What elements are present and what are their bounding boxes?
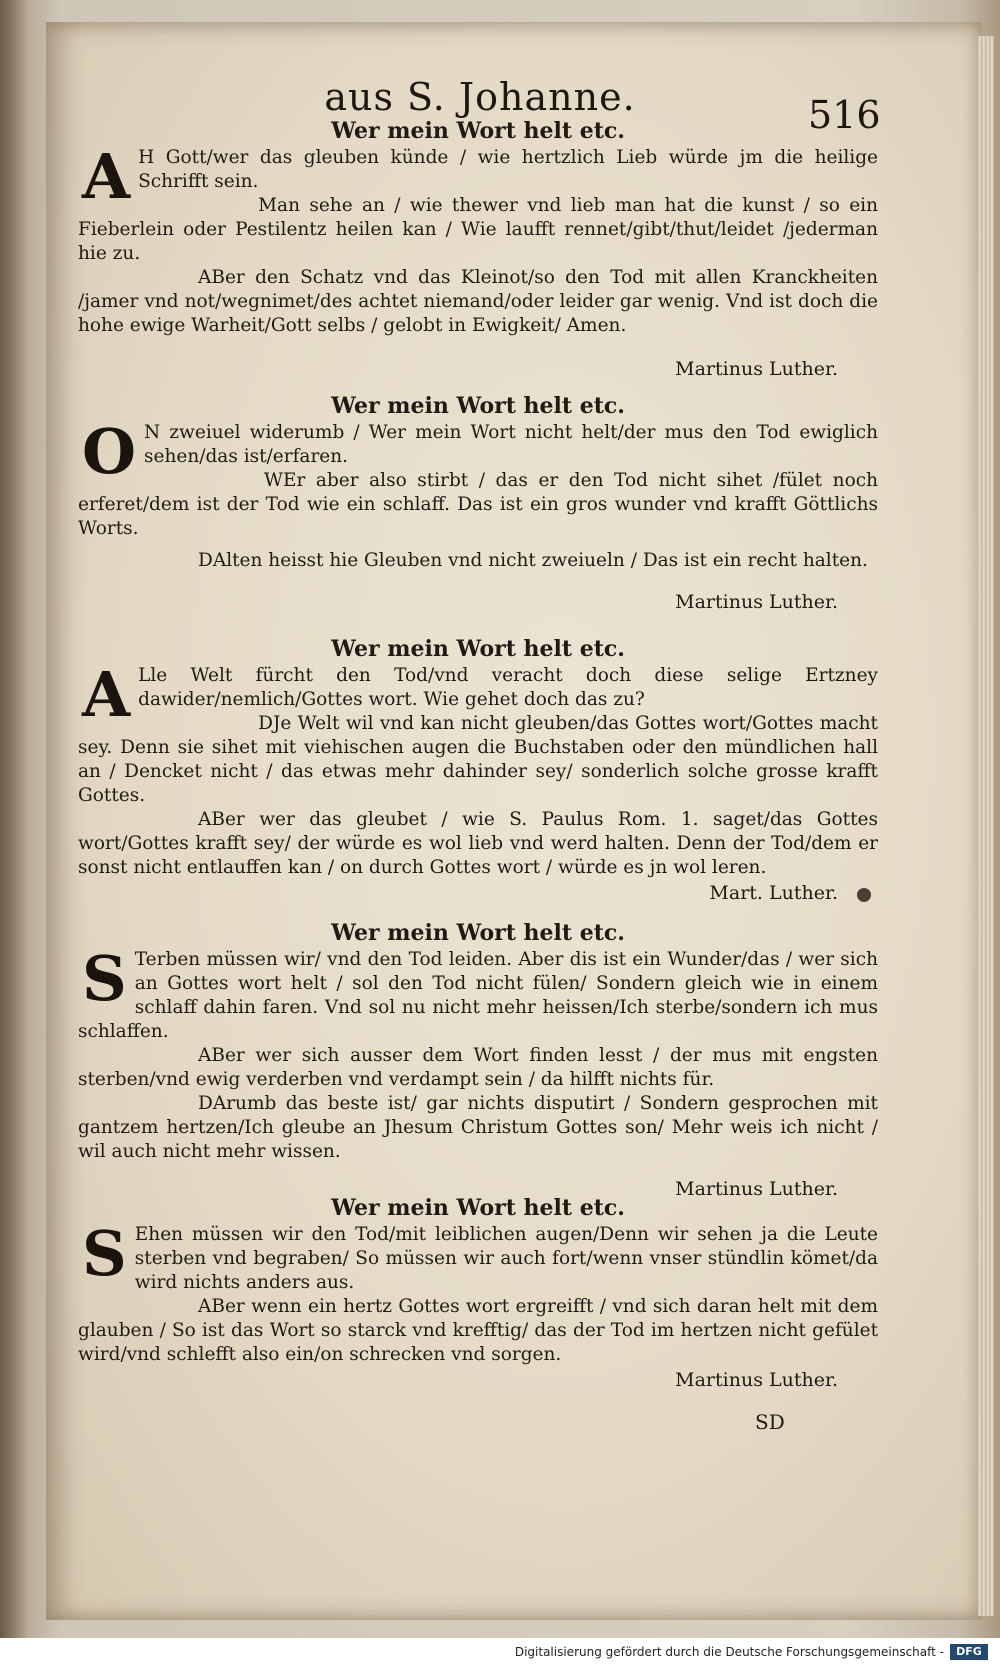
paragraph: DAlten heisst hie Gleuben vnd nicht zweiueln / Das ist ein recht halten. [198,550,868,571]
paragraph: Man sehe an / wie thewer vnd lieb man hat die kunst / so ein Fieberlein oder Pestilentz heilen kan / Wie laufft rennet/gibt/thut/leidet /jederman hie zu. [78,195,878,264]
drop-initial: S [82,942,127,1015]
section-4 [78,920,878,1200]
drop-initial: S [82,1217,127,1290]
ink-stain [857,888,871,902]
section-3 [78,636,878,904]
page-number: 516 [808,93,881,137]
signature: Mart. Luther. [709,882,838,904]
paragraph: ABer wer das gleubet / wie S. Paulus Rom. 1. saget/das Gottes wort/Gottes krafft sey/ der würde es wol lieb vnd werd halten. Denn der Tod/dem er sonst nicht entlauffen kan / on durch Gottes wort / würde es jn wol leren. [78,809,878,878]
signature: Martinus Luther. [675,591,838,613]
paragraph: ABer den Schatz vnd das Kleinot/so den Tod mit allen Kranckheiten /jamer vnd not/wegnimet/des achtet niemand/oder leider gar wenig. Vnd ist doch die hohe ewige Warheit/Gott selbs / gelobt in Ewigkeit/ Amen. [78,267,878,336]
dfg-logo: DFG [950,1644,988,1660]
drop-initial: A [82,140,131,213]
section-2 [78,393,878,613]
section-heading: Wer mein Wort helt etc. [331,920,625,946]
paragraph: Ehen müssen wir den Tod/mit leiblichen augen/Denn wir sehen ja die Leute sterben vnd begraben/ So müssen wir auch fort/wenn vnser stündlin kömet/da wird nichts anders aus. [134,1224,878,1293]
section-heading: Wer mein Wort helt etc. [331,393,625,419]
footer-bar [0,1638,1000,1669]
section-1 [78,118,878,380]
paragraph: DJe Welt wil vnd kan nicht gleuben/das Gottes wort/Gottes macht sey. Denn sie sihet mit viehischen augen die Buchstaben oder den mündlichen hall an / Dencket nicht / das etwas mehr dahinder sey/ sonderlich solche grosse krafft Gottes. [78,713,878,806]
paragraph: ABer wenn ein hertz Gottes wort ergreifft / vnd sich daran helt mit dem glauben / So ist das Wort so starck vnd krefftig/ das der Tod im hertzen nicht gefület wird/vnd schlefft also ein/on schrecken vnd sorgen. [78,1296,878,1365]
section-5 [78,1195,878,1391]
catchword: SD [755,1410,785,1434]
section-heading: Wer mein Wort helt etc. [331,118,625,144]
section-heading: Wer mein Wort helt etc. [331,1195,625,1221]
paragraph: N zweiuel widerumb / Wer mein Wort nicht helt/der mus den Tod ewiglich sehen/das ist/erfaren. [144,422,878,467]
drop-initial: A [82,658,131,731]
paragraph: Lle Welt fürcht den Tod/vnd veracht doch diese selige Ertzney dawider/nemlich/Gottes wort. Wie gehet doch das zu? [138,665,878,710]
paragraph: DArumb das beste ist/ gar nichts disputirt / Sondern gesprochen mit gantzem hertzen/Ich gleube an Jhesum Christum Gottes son/ Mehr weis ich nicht / wil auch nicht mehr wissen. [78,1093,878,1162]
funding-credit: Digitalisierung gefördert durch die Deutsche Forschungsgemeinschaft - [514,1645,944,1659]
paragraph: ABer wer sich ausser dem Wort finden lesst / der mus mit engsten sterben/vnd ewig verderben vnd verdampt sein / da hilfft nichts für. [78,1045,878,1090]
signature: Martinus Luther. [675,1369,838,1391]
drop-initial: O [82,415,137,488]
paragraph: H Gott/wer das gleuben künde / wie hertzlich Lieb würde jm die heilige Schrifft sein. [138,147,878,192]
page-edges [978,36,994,1616]
signature: Martinus Luther. [675,358,838,380]
section-heading: Wer mein Wort helt etc. [331,636,625,662]
running-head: aus S. Johanne. [324,75,636,119]
signature: Martinus Luther. [675,1178,838,1200]
paragraph: Terben müssen wir/ vnd den Tod leiden. Aber dis ist ein Wunder/das / wer sich an Gottes wort helt / sol den Tod nicht fülen/ Sondern gleich wie in einem schlaff dahin faren. Vnd sol nu nicht mehr heissen/Ich sterbe/sondern ich mus schlaffen. [78,949,878,1042]
paragraph: WEr aber also stirbt / das er den Tod nicht sihet /fület noch erferet/dem ist der Tod wie ein schlaff. Das ist ein gros wunder vnd krafft Göttlichs Worts. [78,470,878,539]
